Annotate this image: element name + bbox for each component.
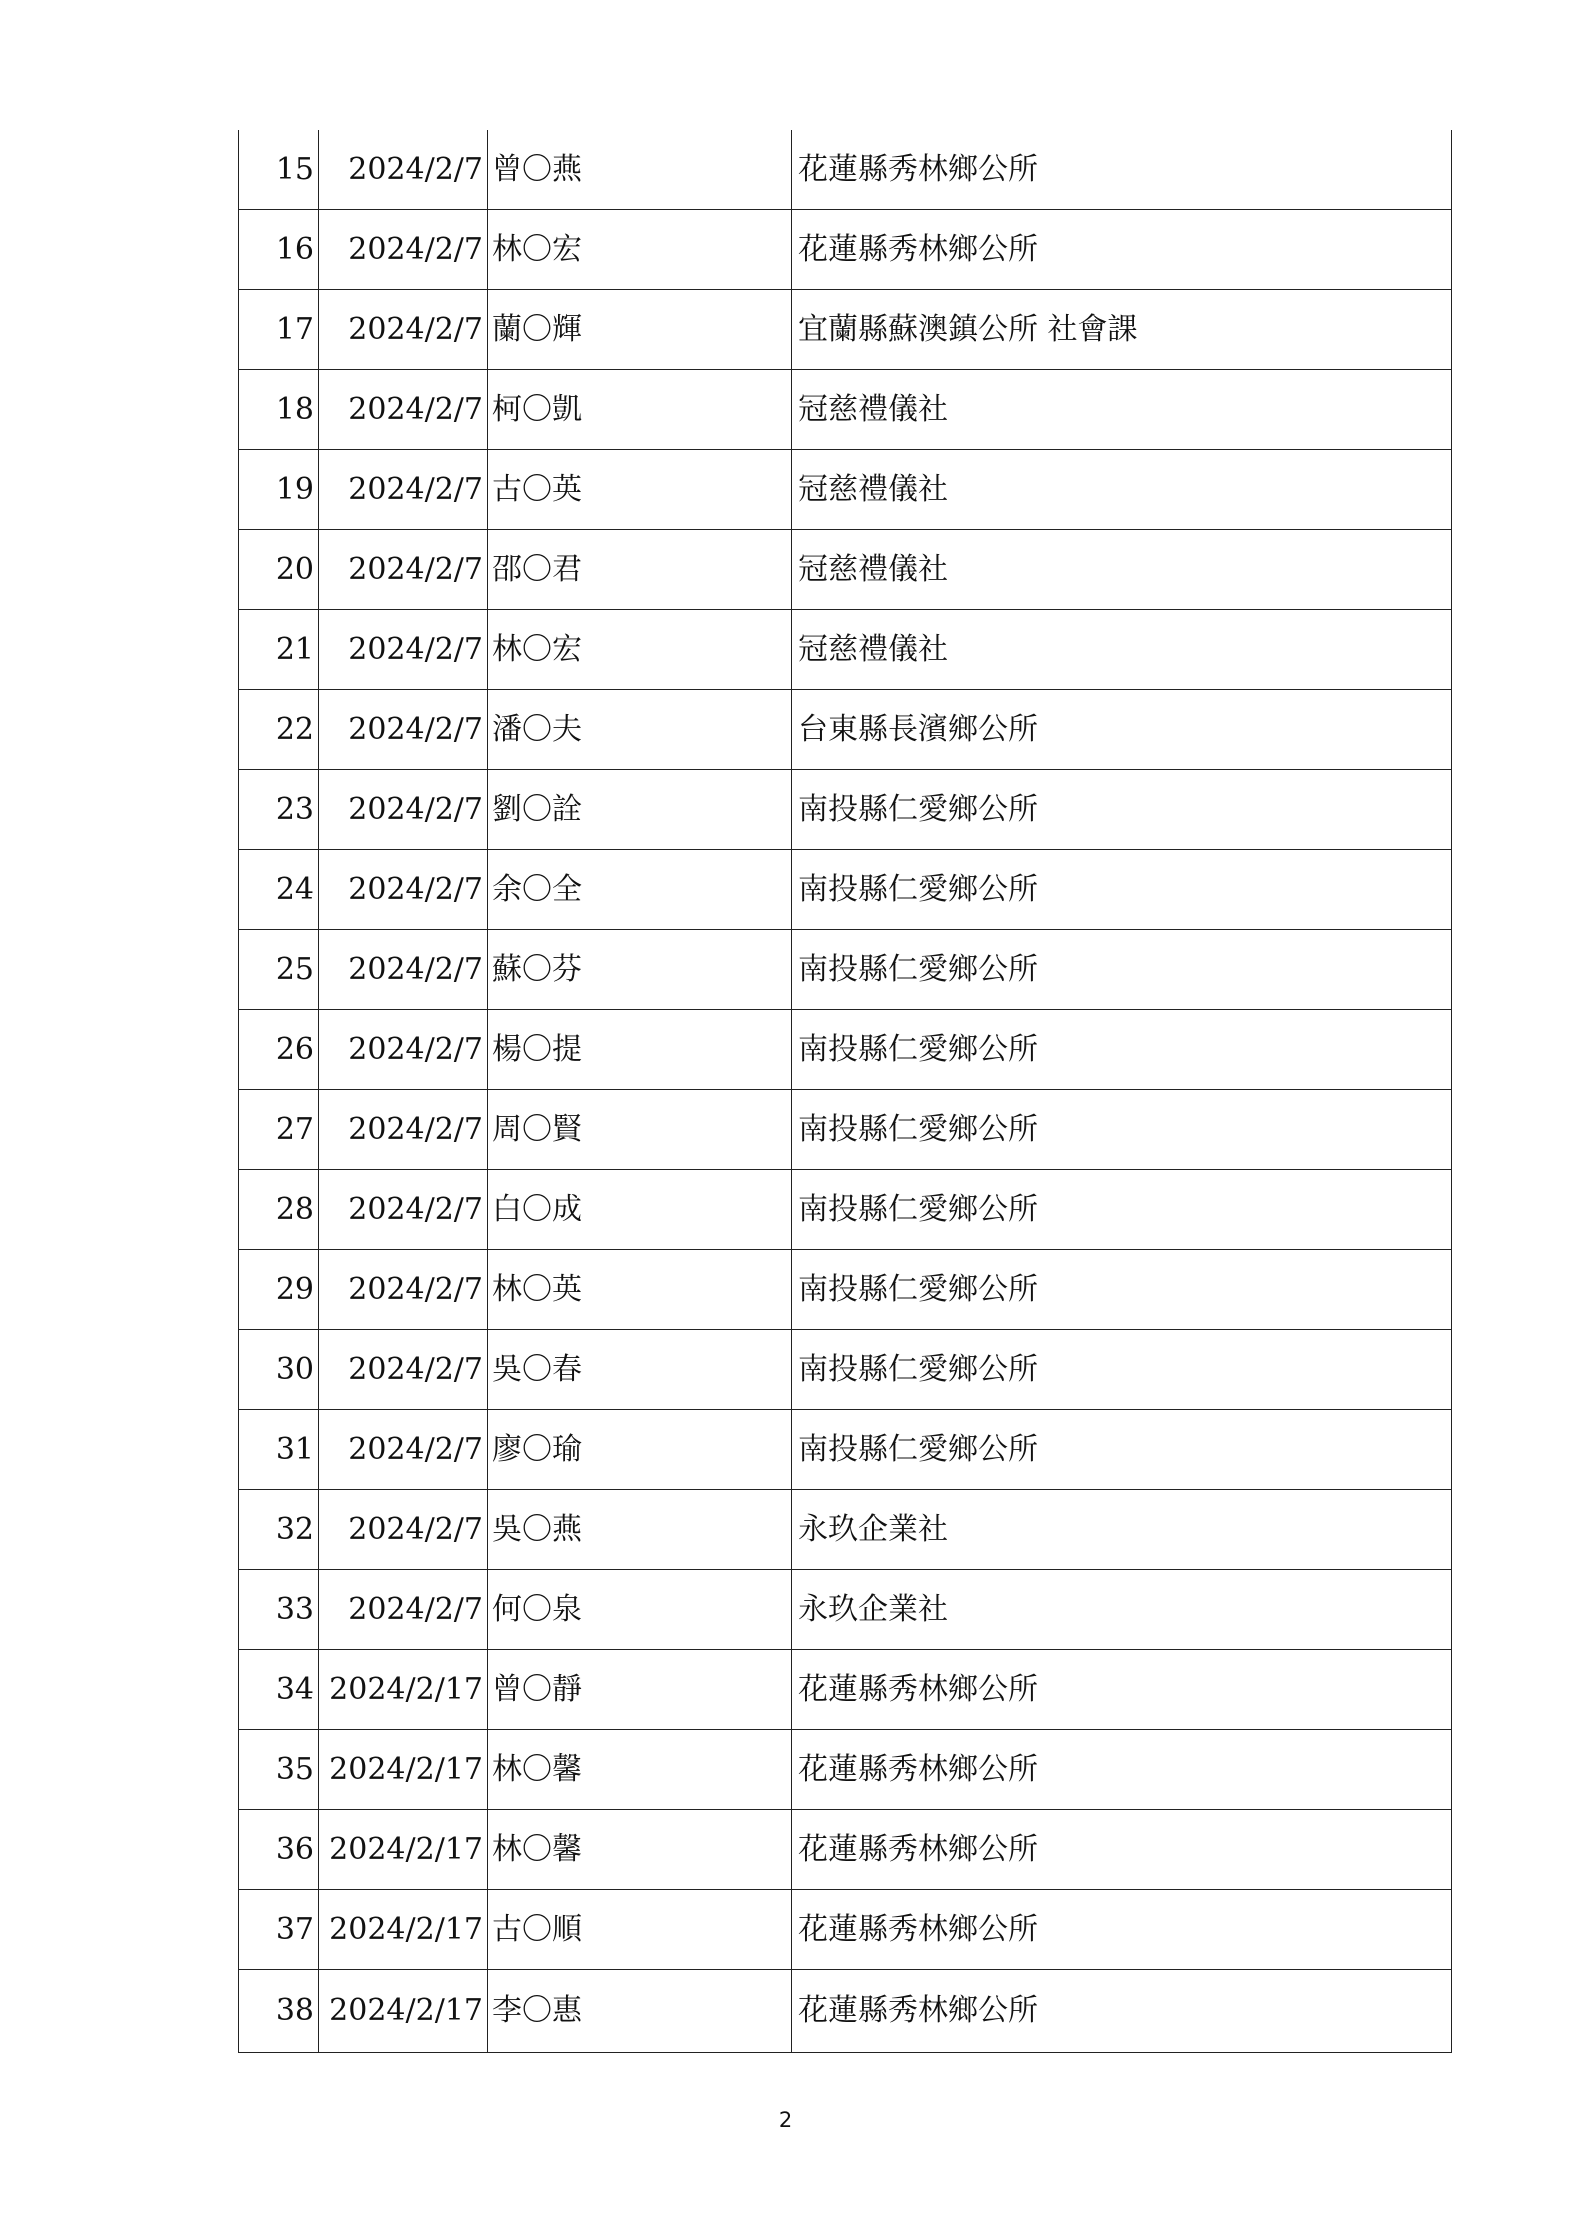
row-number-cell: 18 (239, 370, 319, 449)
date-cell: 2024/2/7 (319, 690, 488, 769)
date-cell: 2024/2/7 (319, 1410, 488, 1489)
row-number-cell: 26 (239, 1010, 319, 1089)
date-cell: 2024/2/7 (319, 1250, 488, 1329)
date-cell: 2024/2/17 (319, 1890, 488, 1969)
row-number-cell: 35 (239, 1730, 319, 1809)
row-number-cell: 32 (239, 1490, 319, 1569)
table-row (239, 1890, 1451, 1970)
date-cell: 2024/2/7 (319, 530, 488, 609)
table-row (239, 1250, 1451, 1330)
organization-cell: 宜蘭縣蘇澳鎮公所 社會課 (798, 311, 1138, 347)
organization-cell: 南投縣仁愛鄉公所 (798, 1351, 1038, 1387)
name-cell: 楊〇提 (488, 1010, 792, 1089)
table-row (239, 1010, 1451, 1090)
row-number-cell: 23 (239, 770, 319, 849)
name-cell: 曾〇燕 (488, 130, 792, 209)
date-cell: 2024/2/7 (319, 1170, 488, 1249)
date-cell: 2024/2/7 (319, 1010, 488, 1089)
name-cell: 吳〇燕 (488, 1490, 792, 1569)
name-cell: 何〇泉 (488, 1570, 792, 1649)
organization-cell: 花蓮縣秀林鄉公所 (798, 1831, 1038, 1867)
organization-cell: 南投縣仁愛鄉公所 (798, 1111, 1038, 1147)
row-number-cell: 28 (239, 1170, 319, 1249)
name-cell: 林〇英 (488, 1250, 792, 1329)
name-cell: 周〇賢 (488, 1090, 792, 1169)
organization-cell: 南投縣仁愛鄉公所 (798, 1431, 1038, 1467)
organization-cell: 南投縣仁愛鄉公所 (798, 871, 1038, 907)
name-cell: 李〇惠 (488, 1970, 792, 2052)
name-cell: 曾〇靜 (488, 1650, 792, 1729)
row-number-cell: 20 (239, 530, 319, 609)
date-cell: 2024/2/7 (319, 1490, 488, 1569)
organization-cell: 冠慈禮儀社 (798, 551, 948, 587)
row-number-cell: 17 (239, 290, 319, 369)
table-row (239, 1970, 1451, 2053)
date-cell: 2024/2/7 (319, 1330, 488, 1409)
organization-cell: 南投縣仁愛鄉公所 (798, 1191, 1038, 1227)
date-cell: 2024/2/7 (319, 210, 488, 289)
date-cell: 2024/2/7 (319, 290, 488, 369)
table-row (239, 130, 1451, 210)
name-cell: 林〇宏 (488, 610, 792, 689)
organization-cell: 南投縣仁愛鄉公所 (798, 1271, 1038, 1307)
row-number-cell: 15 (239, 130, 319, 209)
row-number-cell: 33 (239, 1570, 319, 1649)
row-number-cell: 21 (239, 610, 319, 689)
organization-cell: 冠慈禮儀社 (798, 391, 948, 427)
organization-cell: 花蓮縣秀林鄉公所 (798, 1751, 1038, 1787)
row-number-cell: 27 (239, 1090, 319, 1169)
table-row (239, 690, 1451, 770)
date-cell: 2024/2/17 (319, 1810, 488, 1889)
table-row (239, 530, 1451, 610)
organization-cell: 永玖企業社 (798, 1511, 948, 1547)
date-cell: 2024/2/7 (319, 770, 488, 849)
organization-cell: 冠慈禮儀社 (798, 631, 948, 667)
table-row (239, 290, 1451, 370)
date-cell: 2024/2/7 (319, 930, 488, 1009)
organization-cell: 花蓮縣秀林鄉公所 (798, 1911, 1038, 1947)
organization-cell: 花蓮縣秀林鄉公所 (798, 1671, 1038, 1707)
row-number-cell: 16 (239, 210, 319, 289)
row-number-cell: 25 (239, 930, 319, 1009)
table-row (239, 450, 1451, 530)
table-row (239, 1810, 1451, 1890)
organization-cell: 南投縣仁愛鄉公所 (798, 791, 1038, 827)
table-row (239, 1490, 1451, 1570)
name-cell: 吳〇春 (488, 1330, 792, 1409)
organization-cell: 冠慈禮儀社 (798, 471, 948, 507)
row-number-cell: 24 (239, 850, 319, 929)
row-number-cell: 34 (239, 1650, 319, 1729)
table-row (239, 1090, 1451, 1170)
organization-cell: 花蓮縣秀林鄉公所 (798, 151, 1038, 187)
date-cell: 2024/2/17 (319, 1970, 488, 2052)
name-cell: 潘〇夫 (488, 690, 792, 769)
name-cell: 劉〇詮 (488, 770, 792, 849)
name-cell: 古〇英 (488, 450, 792, 529)
records-table (238, 130, 1452, 2053)
name-cell: 蘭〇輝 (488, 290, 792, 369)
row-number-cell: 29 (239, 1250, 319, 1329)
table-row (239, 1730, 1451, 1810)
row-number-cell: 37 (239, 1890, 319, 1969)
table-row (239, 1170, 1451, 1250)
table-row (239, 370, 1451, 450)
name-cell: 林〇馨 (488, 1730, 792, 1809)
row-number-cell: 30 (239, 1330, 319, 1409)
name-cell: 廖〇瑜 (488, 1410, 792, 1489)
organization-cell: 台東縣長濱鄉公所 (798, 711, 1038, 747)
table-row (239, 210, 1451, 290)
table-row (239, 930, 1451, 1010)
table-row (239, 850, 1451, 930)
name-cell: 蘇〇芬 (488, 930, 792, 1009)
name-cell: 白〇成 (488, 1170, 792, 1249)
date-cell: 2024/2/7 (319, 370, 488, 449)
date-cell: 2024/2/17 (319, 1730, 488, 1809)
organization-cell: 花蓮縣秀林鄉公所 (798, 231, 1038, 267)
row-number-cell: 22 (239, 690, 319, 769)
date-cell: 2024/2/7 (319, 130, 488, 209)
table-row (239, 1410, 1451, 1490)
date-cell: 2024/2/7 (319, 850, 488, 929)
name-cell: 邵〇君 (488, 530, 792, 609)
date-cell: 2024/2/7 (319, 1570, 488, 1649)
date-cell: 2024/2/7 (319, 450, 488, 529)
name-cell: 林〇馨 (488, 1810, 792, 1889)
organization-cell: 永玖企業社 (798, 1591, 948, 1627)
date-cell: 2024/2/17 (319, 1650, 488, 1729)
date-cell: 2024/2/7 (319, 1090, 488, 1169)
row-number-cell: 36 (239, 1810, 319, 1889)
name-cell: 古〇順 (488, 1890, 792, 1969)
table-row (239, 770, 1451, 850)
name-cell: 林〇宏 (488, 210, 792, 289)
table-row (239, 1650, 1451, 1730)
organization-cell: 南投縣仁愛鄉公所 (798, 1031, 1038, 1067)
date-cell: 2024/2/7 (319, 610, 488, 689)
row-number-cell: 19 (239, 450, 319, 529)
table-row (239, 610, 1451, 690)
organization-cell: 花蓮縣秀林鄉公所 (798, 1993, 1038, 2028)
page-number: 2 (778, 2108, 793, 2132)
name-cell: 柯〇凱 (488, 370, 792, 449)
table-row (239, 1570, 1451, 1650)
table-row (239, 1330, 1451, 1410)
row-number-cell: 38 (239, 1970, 319, 2052)
name-cell: 余〇全 (488, 850, 792, 929)
organization-cell: 南投縣仁愛鄉公所 (798, 951, 1038, 987)
row-number-cell: 31 (239, 1410, 319, 1489)
